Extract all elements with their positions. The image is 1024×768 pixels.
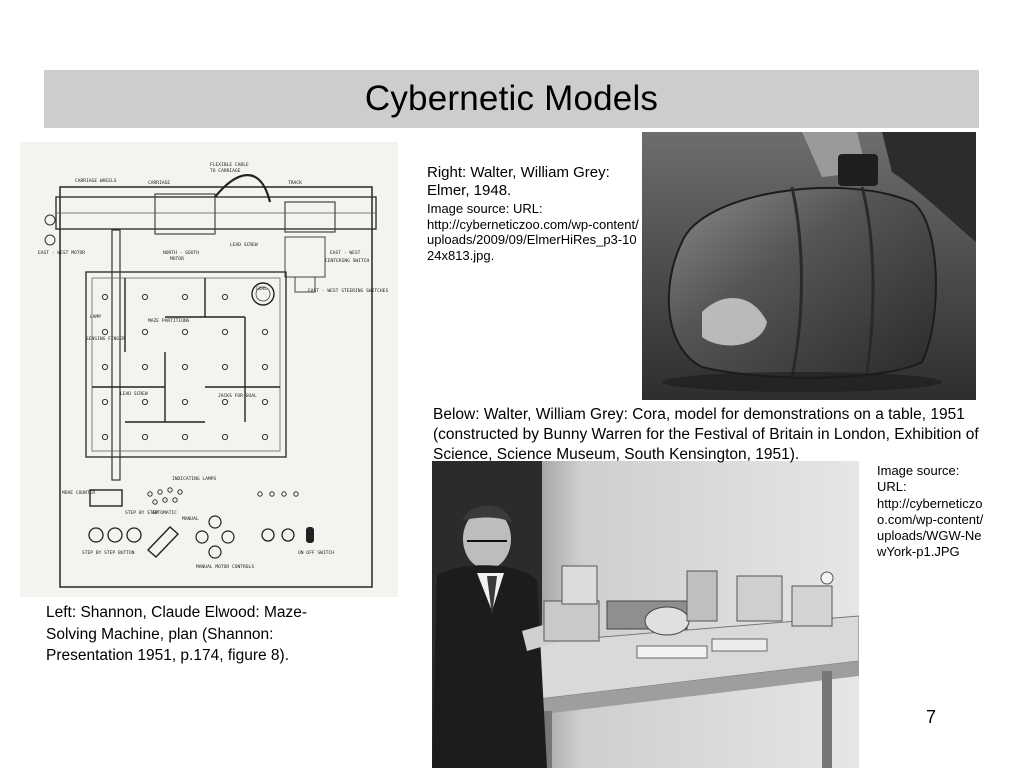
plan-label-carriage-wheels: CARRIAGE WHEELS [75,179,117,184]
slide-title: Cybernetic Models [364,79,659,118]
title-bar [44,70,979,128]
plan-label-centering-switch: CENTERING SWITCH [325,259,370,264]
plan-label-flexible-cable: FLEXIBLE CABLE [210,163,249,168]
plan-label-to-carriage: TO CARRIAGE [210,169,241,174]
caption-right-source-url[interactable]: http://cyberneticzoo.com/wp-content/uploads/2009/09/ElmerHiRes_p3-1024x813.jpg. [427,216,639,263]
page-number: 7 [926,707,937,727]
plan-label-indicating-lamps: INDICATING LAMPS [172,477,217,482]
plan-label-maze-partitions: MAZE PARTITIONS [148,319,190,324]
caption-cora-source-url[interactable]: http://cyberneticzoo.com/wp-content/uploads/WGW-NewYork-p1.JPG [877,495,984,560]
plan-label-lead-screw-2: LEAD SCREW [120,392,148,397]
plan-label-on-off-switch: ON OFF SWITCH [298,551,334,556]
caption-right [427,164,642,263]
plan-label-steering-switches: EAST - WEST STEERING SWITCHES [308,289,389,294]
plan-label-east-west: EAST - WEST [330,251,361,256]
maze-plan-drawing [20,142,398,597]
plan-label-step-by-step-short: STEP BY STEP [125,511,159,516]
plan-label-carriage: CARRIAGE [148,181,171,186]
plan-label-east-west-motor: EAST - WEST MOTOR [38,251,86,256]
elmer-photo [642,132,976,400]
maze-machine-plan-figure [20,142,398,597]
caption-below: Below: Walter, William Grey: Cora, model for demonstrations on a table, 1951 (constructed by Bunny Warren for the Festival of Britain in London, Exhibition of Science, Science Museum, South Kensington, 1951). [433,406,979,464]
plan-label-track: TRACK [288,181,302,186]
caption-right-heading: Right: Walter, William Grey: Elmer, 1948. [427,164,610,199]
plan-label-step-by-step: STEP BY STEP BUTTON [82,551,135,556]
caption-left: Left: Shannon, Claude Elwood: Maze-Solving Machine, plan (Shannon: Presentation 1951, p.174, figure 8). [46,604,308,665]
plan-label-manual: MANUAL [182,517,199,522]
caption-right-source-label: Image source: URL: [427,201,543,216]
plan-label-goal: GOAL [256,287,268,292]
plan-label-move-counter: MOVE COUNTER [62,491,96,496]
plan-label-sensing-finger: SENSING FINGER [86,337,125,342]
cora-photo-drawing [432,461,859,768]
plan-label-north-south: NORTH - SOUTH [163,251,199,256]
plan-label-lead-screw: LEAD SCREW [230,243,258,248]
elmer-photo-drawing [642,132,976,400]
caption-cora-source-label: Image source: URL: [877,463,960,495]
plan-label-automatic: AUTOMATIC [152,511,177,516]
plan-label-manual-motor-controls: MANUAL MOTOR CONTROLS [196,565,255,570]
plan-label-jacks-for-goal: JACKS FOR GOAL [218,394,257,399]
plan-label-lamp: LAMP [90,315,102,320]
caption-cora-source [877,463,989,561]
cora-photo [432,461,859,768]
plan-label-motor: MOTOR [170,257,184,262]
